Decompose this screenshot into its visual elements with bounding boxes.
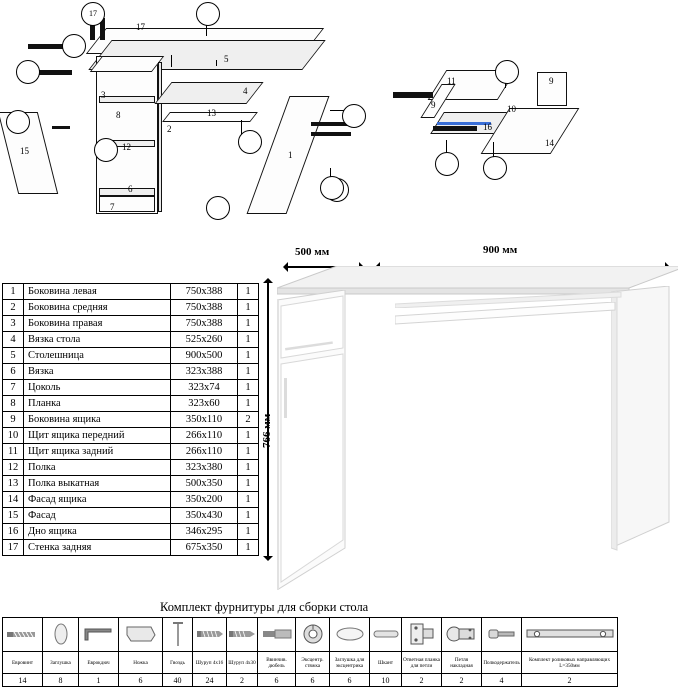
- hardware-qty: 40: [163, 674, 193, 687]
- part-name: Полка: [24, 460, 171, 476]
- label-17: 17: [136, 22, 145, 32]
- label-3: 3: [101, 90, 106, 100]
- callout-ring-d: [6, 110, 30, 134]
- part-size: 323x60: [171, 396, 238, 412]
- part-no: 13: [3, 476, 24, 492]
- label-4: 4: [243, 86, 248, 96]
- callout-ring-f: [206, 196, 230, 220]
- hinge-plate-icon: [402, 618, 442, 652]
- part-no: 10: [3, 428, 24, 444]
- part-qty: 1: [238, 380, 259, 396]
- label-1: 1: [288, 150, 293, 160]
- part-size: 323x388: [171, 364, 238, 380]
- hardware-qty: 2: [227, 674, 258, 687]
- part-name: Боковина ящика: [24, 412, 171, 428]
- part-name: Боковина левая: [24, 284, 171, 300]
- hardware-name: Гвоздь: [163, 652, 193, 674]
- part-no: 17: [3, 540, 24, 556]
- screw-icon: [3, 618, 43, 652]
- part-name: Щит ящика передний: [24, 428, 171, 444]
- label-13: 13: [207, 108, 216, 118]
- table-row: [3, 332, 259, 348]
- part-name: Цоколь: [24, 380, 171, 396]
- exploded-assembly-diagram: [0, 0, 380, 232]
- part-qty: 1: [238, 444, 259, 460]
- cam-icon: [296, 618, 330, 652]
- table-row: [3, 348, 259, 364]
- part-name: Вязка стола: [24, 332, 171, 348]
- hardware-qty: 14: [3, 674, 43, 687]
- table-row: [3, 316, 259, 332]
- hardware-qty: 24: [193, 674, 227, 687]
- part-name: Фасад ящика: [24, 492, 171, 508]
- hinge-icon: [442, 618, 482, 652]
- table-row: [3, 492, 259, 508]
- part-cabinet-top-edge: [90, 56, 165, 72]
- part-name: Боковина правая: [24, 316, 171, 332]
- table-row: [3, 540, 259, 556]
- dimension-width: 900 мм: [483, 244, 518, 256]
- table-row: [3, 380, 259, 396]
- part-qty: 1: [238, 492, 259, 508]
- hardware-name: Эксцентр. стяжка: [296, 652, 330, 674]
- part-qty: 1: [238, 332, 259, 348]
- part-no: 4: [3, 332, 24, 348]
- nail-icon: [163, 618, 193, 652]
- part-no: 3: [3, 316, 24, 332]
- label-drawer-14: 14: [545, 138, 554, 148]
- part-qty: 1: [238, 540, 259, 556]
- hardware-qty: 1: [79, 674, 119, 687]
- callout-ring-a: [196, 2, 220, 26]
- part-no: 9: [3, 412, 24, 428]
- hardware-name: Заглушка: [43, 652, 79, 674]
- part-qty: 1: [238, 300, 259, 316]
- callout-ring-c: [16, 60, 40, 84]
- cam-cap-icon: [330, 618, 370, 652]
- part-size: 266x110: [171, 428, 238, 444]
- hardware-name: Комплект роликовых направляющих L=350мм: [522, 652, 618, 674]
- part-no: 7: [3, 380, 24, 396]
- part-no: 11: [3, 444, 24, 460]
- hardware-name: Шкант: [370, 652, 402, 674]
- hardware-name: Шуруп 4х16: [193, 652, 227, 674]
- part-size: 750x388: [171, 284, 238, 300]
- callout-drawer-a: [495, 60, 519, 84]
- label-drawer-10: 10: [507, 104, 516, 114]
- hardware-qty: 6: [258, 674, 296, 687]
- part-size: 750x388: [171, 300, 238, 316]
- dowel-icon: [258, 618, 296, 652]
- callout-ring-i: [342, 104, 366, 128]
- part-middle-side: [158, 62, 162, 212]
- table-row: [3, 412, 259, 428]
- desk-rear-apron: [395, 292, 635, 308]
- desk-render: [255, 240, 678, 580]
- part-size: 266x110: [171, 444, 238, 460]
- hardware-qty: 6: [119, 674, 163, 687]
- hardware-name: Еврокдюч: [79, 652, 119, 674]
- hardware-qty: 10: [370, 674, 402, 687]
- part-size: 350x200: [171, 492, 238, 508]
- label-2: 2: [167, 124, 172, 134]
- part-qty: 1: [238, 316, 259, 332]
- part-qty: 1: [238, 364, 259, 380]
- hardware-qty: 2: [522, 674, 618, 687]
- part-name: Полка выкатная: [24, 476, 171, 492]
- part-qty: 1: [238, 284, 259, 300]
- part-no: 15: [3, 508, 24, 524]
- table-row: [3, 428, 259, 444]
- parts-table: [2, 283, 259, 556]
- callout-drawer-c: [483, 156, 507, 180]
- part-no: 2: [3, 300, 24, 316]
- cap-icon: [43, 618, 79, 652]
- label-drawer-9l: 9: [431, 100, 436, 110]
- part-size: 675x350: [171, 540, 238, 556]
- dimension-height: 766 мм: [261, 413, 273, 448]
- callout-drawer-b: [435, 152, 459, 176]
- label-15: 15: [20, 146, 29, 156]
- part-name: Планка: [24, 396, 171, 412]
- part-plinth-7: [99, 188, 155, 196]
- hardware-kit-title: Комплект фурнитуры для сборки стола: [160, 600, 369, 614]
- part-no: 12: [3, 460, 24, 476]
- slide-icon: [522, 618, 618, 652]
- part-size: 350x430: [171, 508, 238, 524]
- hexkey-icon: [79, 618, 119, 652]
- part-size: 525x260: [171, 332, 238, 348]
- part-size: 323x74: [171, 380, 238, 396]
- hardware-qty: 4: [482, 674, 522, 687]
- part-qty: 2: [238, 412, 259, 428]
- table-row: [3, 508, 259, 524]
- part-size: 750x388: [171, 316, 238, 332]
- part-qty: 1: [238, 508, 259, 524]
- screw4x30-icon: [227, 618, 258, 652]
- shelf-support-icon: [482, 618, 522, 652]
- hardware-name: Шуруп 4х30: [227, 652, 258, 674]
- part-name: Дно ящика: [24, 524, 171, 540]
- desk-left-pedestal: [277, 290, 407, 590]
- part-name: Фасад: [24, 508, 171, 524]
- part-name: Стенка задняя: [24, 540, 171, 556]
- screw4x16-icon: [193, 618, 227, 652]
- part-size: 346x295: [171, 524, 238, 540]
- callout-ring-e: [94, 138, 118, 162]
- table-row: [3, 396, 259, 412]
- hardware-qty: 8: [43, 674, 79, 687]
- hardware-name: Ответная планка для петли: [402, 652, 442, 674]
- dimension-depth: 500 мм: [295, 246, 330, 258]
- hardware-qty: 2: [402, 674, 442, 687]
- part-qty: 1: [238, 460, 259, 476]
- hardware-name: Ввинчив. дюбель: [258, 652, 296, 674]
- hardware-name: Заглушка для эксцентрика: [330, 652, 370, 674]
- part-size: 350x110: [171, 412, 238, 428]
- hardware-name: Петля накладная: [442, 652, 482, 674]
- label-drawer-9r: 9: [549, 76, 554, 86]
- part-qty: 1: [238, 396, 259, 412]
- part-name: Столешница: [24, 348, 171, 364]
- callout-ring-b: [62, 34, 86, 58]
- hardware-qty: 2: [442, 674, 482, 687]
- table-row: [3, 364, 259, 380]
- table-row: [3, 444, 259, 460]
- part-no: 1: [3, 284, 24, 300]
- part-no: 5: [3, 348, 24, 364]
- table-row: [3, 524, 259, 540]
- table-row: [3, 476, 259, 492]
- label-7: 7: [110, 202, 115, 212]
- drawer-assembly-diagram: [385, 60, 675, 180]
- hardware-qty: 6: [330, 674, 370, 687]
- table-row: [3, 460, 259, 476]
- leg-icon: [119, 618, 163, 652]
- part-no: 8: [3, 396, 24, 412]
- part-shelf-12: [99, 96, 155, 103]
- label-6: 6: [128, 184, 133, 194]
- hardware-name: Евровинт: [3, 652, 43, 674]
- dowel-wood-icon: [370, 618, 402, 652]
- part-qty: 1: [238, 428, 259, 444]
- label-drawer-11: 11: [447, 76, 456, 86]
- part-base-7: [99, 196, 155, 212]
- hardware-qty: 6: [296, 674, 330, 687]
- part-name: Щит ящика задний: [24, 444, 171, 460]
- label-12: 12: [122, 142, 131, 152]
- part-size: 323x380: [171, 460, 238, 476]
- callout-ring-h: [238, 130, 262, 154]
- hardware-name: Ножка: [119, 652, 163, 674]
- part-qty: 1: [238, 476, 259, 492]
- part-no: 14: [3, 492, 24, 508]
- part-size: 500x350: [171, 476, 238, 492]
- callout-ring-j: [320, 176, 344, 200]
- part-size: 900x500: [171, 348, 238, 364]
- label-5: 5: [224, 54, 229, 64]
- part-name: Вязка: [24, 364, 171, 380]
- label-drawer-16: 16: [483, 122, 492, 132]
- hardware-kit-table: [2, 617, 618, 687]
- hardware-name: Полкодержатель: [482, 652, 522, 674]
- part-no: 16: [3, 524, 24, 540]
- label-8: 8: [116, 110, 121, 120]
- part-name: Боковина средняя: [24, 300, 171, 316]
- table-row: [3, 300, 259, 316]
- part-qty: 1: [238, 348, 259, 364]
- table-row: [3, 284, 259, 300]
- part-qty: 1: [238, 524, 259, 540]
- part-no: 6: [3, 364, 24, 380]
- callout-17: 17: [81, 2, 105, 26]
